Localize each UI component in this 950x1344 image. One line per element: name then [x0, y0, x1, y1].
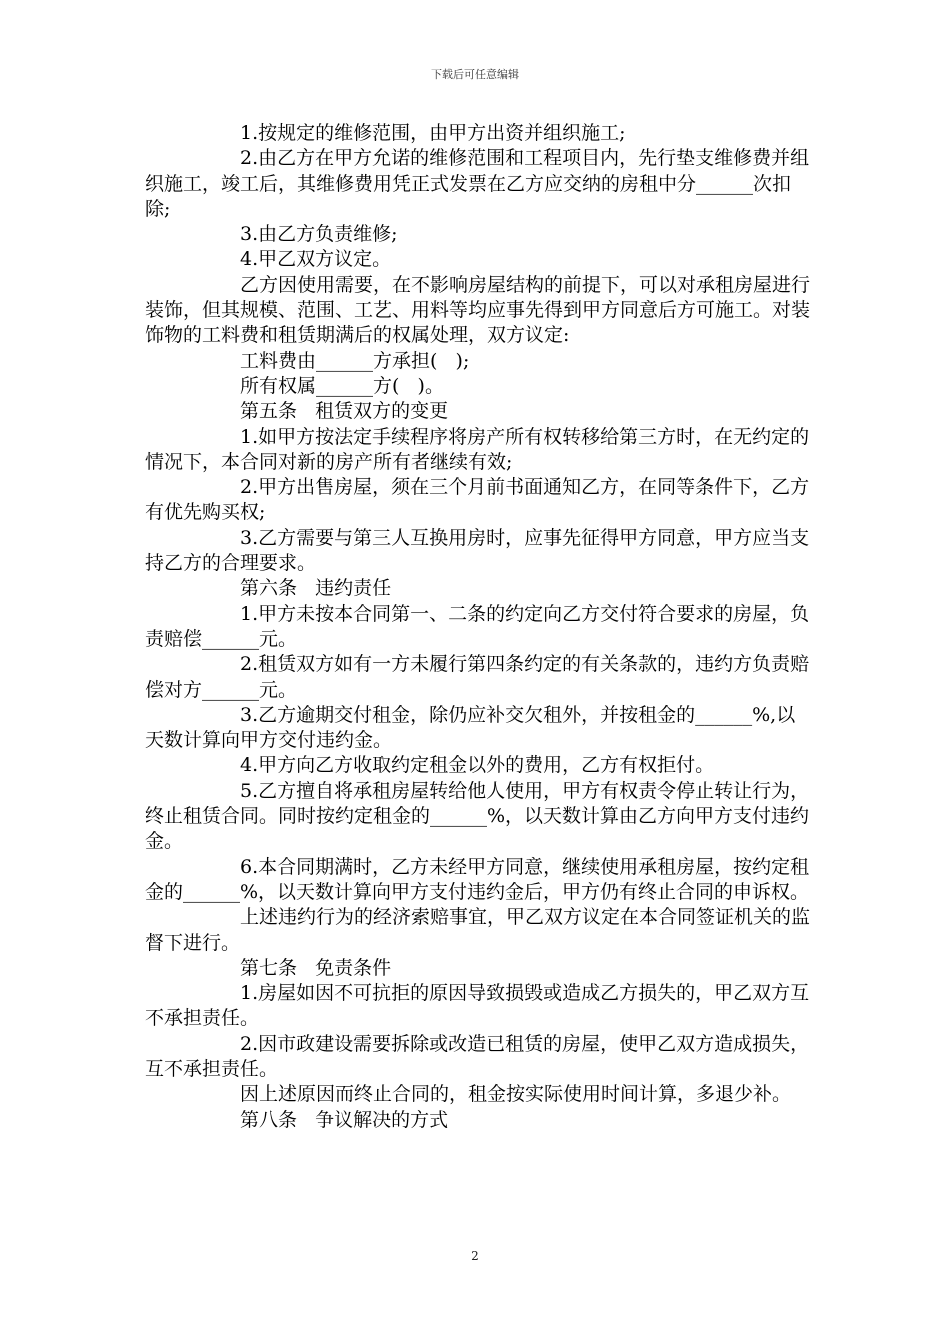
section-heading: 第七条 免责条件: [240, 956, 392, 979]
paragraph: 2.因市政建设需要拆除或改造已租赁的房屋，使甲乙双方造成损失，互不承担责任。: [145, 1032, 810, 1080]
paragraph: 因上述原因而终止合同的，租金按实际使用时间计算，多退少补。: [240, 1083, 792, 1106]
section-heading: 第八条 争议解决的方式: [240, 1108, 449, 1131]
paragraph: 所有权属______方( )。: [240, 374, 444, 397]
paragraph: 3.乙方逾期交付租金，除仍应补交欠租外，并按租金的______%,以天数计算向甲方交付违约金。: [145, 703, 796, 752]
paragraph: 上述违约行为的经济索赔事宜，甲乙双方议定在本合同签证机关的监督下进行。: [145, 906, 811, 954]
paragraph: 2.租赁双方如有一方未履行第四条约定的有关条款的，违约方负责赔偿对方______元。: [145, 653, 810, 701]
paragraph: 1.如甲方按法定手续程序将房产所有权转移给第三方时，在无约定的情况下，本合同对新的房产所有者继续有效;: [145, 425, 810, 473]
paragraph: 4.甲方向乙方收取约定租金以外的费用，乙方有权拒付。: [240, 754, 715, 777]
page-header: 下载后可任意编辑: [431, 68, 519, 81]
paragraph: 4.甲乙双方议定。: [240, 248, 392, 271]
paragraph: 2.甲方出售房屋，须在三个月前书面通知乙方，在同等条件下，乙方有优先购买权;: [145, 476, 810, 524]
paragraph: 3.由乙方负责维修;: [240, 223, 398, 246]
paragraph: 2.由乙方在甲方允诺的维修范围和工程项目内，先行垫支维修费并组织施工，竣工后，其维修费用凭正式发票在乙方应交纳的房租中分______次扣除;: [145, 147, 810, 220]
paragraph: 1.按规定的维修范围，由甲方出资并组织施工;: [240, 122, 626, 144]
section-heading: 第五条 租赁双方的变更: [240, 400, 449, 423]
page-number: 2: [471, 1249, 479, 1263]
paragraph: 3.乙方需要与第三人互换用房时，应事先征得甲方同意，甲方应当支持乙方的合理要求。: [145, 526, 810, 575]
paragraph: 5.乙方擅自将承租房屋转给他人使用，甲方有权责令停止转让行为，终止租赁合同。同时按约定租金的______%，以天数计算由乙方向甲方支付违约金。: [145, 779, 810, 853]
paragraph: 工料费由______方承担( );: [240, 349, 470, 372]
paragraph: 乙方因使用需要，在不影响房屋结构的前提下，可以对承租房屋进行装饰，但其规模、范围、工艺、用料等均应事先得到甲方同意后方可施工。对装饰物的工料费和租赁期满后的权属处理，双方议定:: [145, 273, 811, 347]
paragraph: 6.本合同期满时，乙方未经甲方同意，继续使用承租房屋，按约定租金的______%，以天数计算向甲方支付违约金后，甲方仍有终止合同的申诉权。: [145, 855, 810, 903]
section-heading: 第六条 违约责任: [240, 577, 392, 600]
document-body: [145, 121, 810, 1133]
paragraph: 1.甲方未按本合同第一、二条的约定向乙方交付符合要求的房屋，负责赔偿______元。: [145, 602, 810, 650]
paragraph: 1.房屋如因不可抗拒的原因导致损毁或造成乙方损失的，甲乙双方互不承担责任。: [145, 982, 810, 1030]
